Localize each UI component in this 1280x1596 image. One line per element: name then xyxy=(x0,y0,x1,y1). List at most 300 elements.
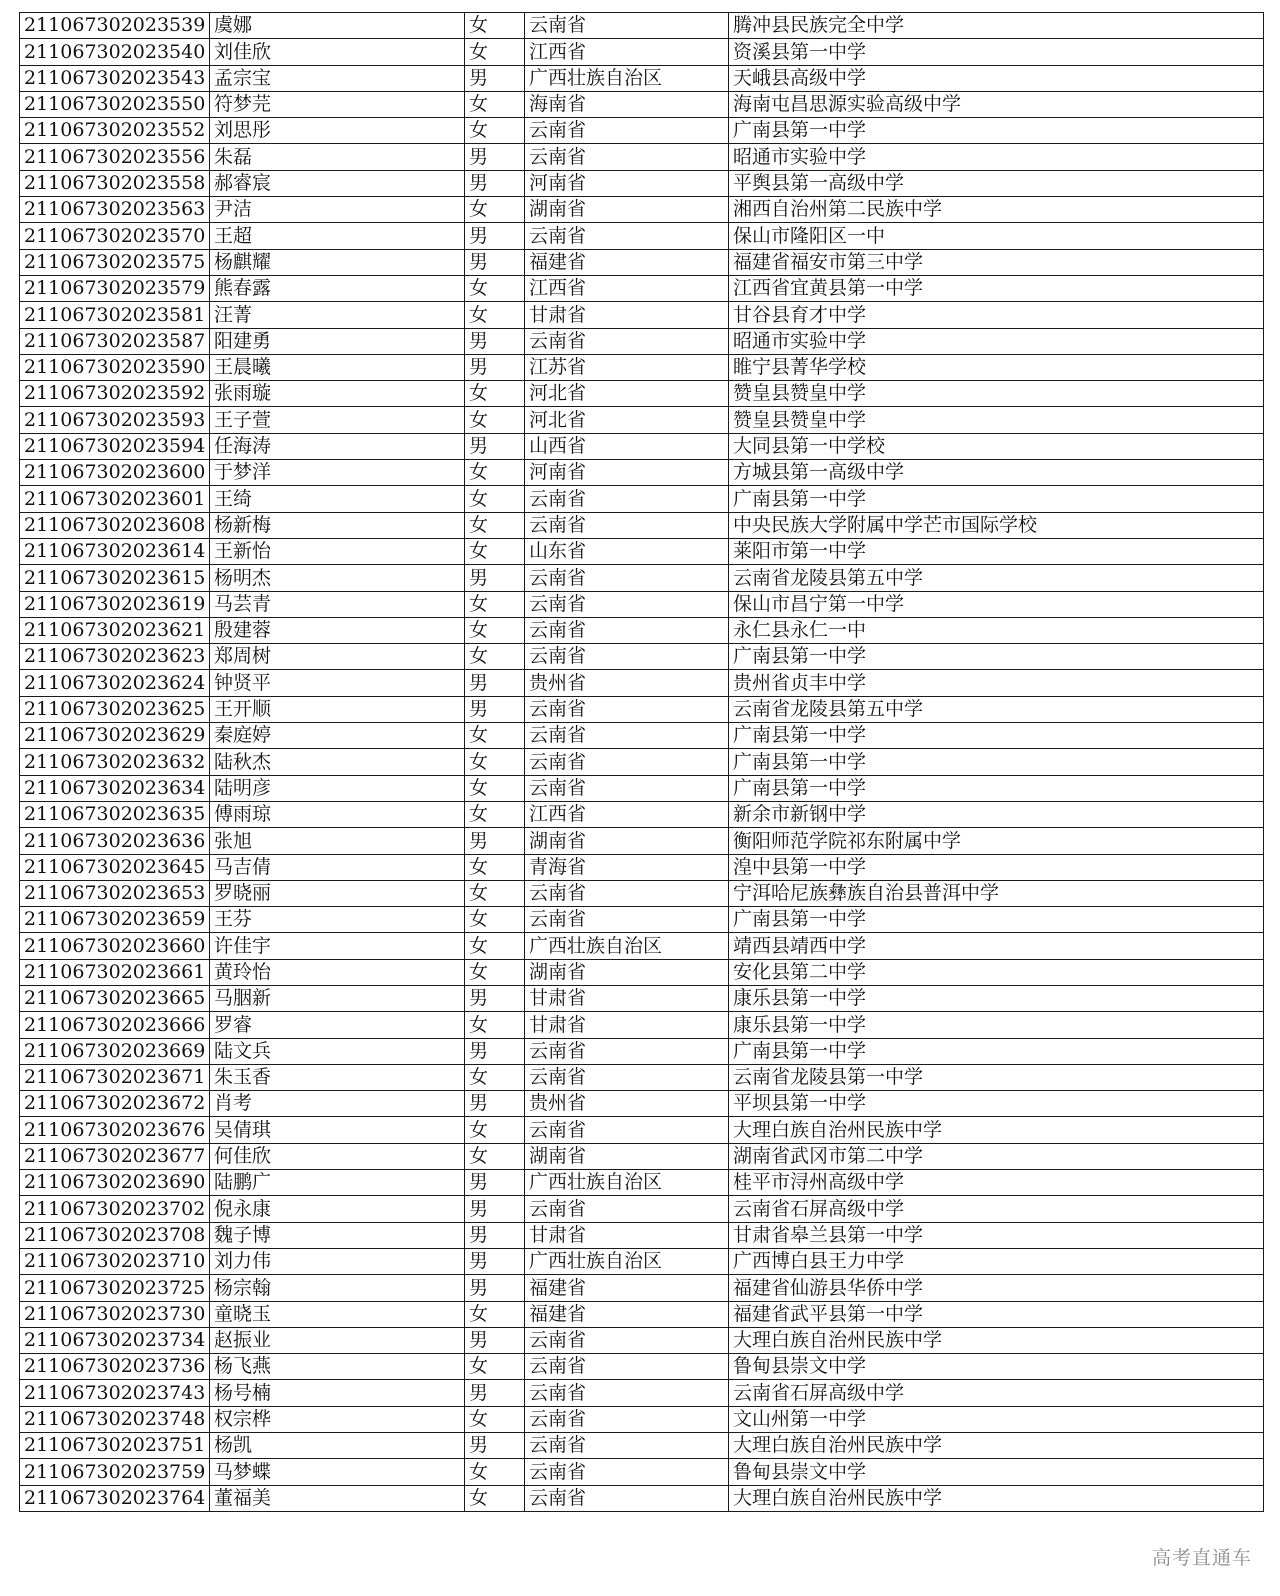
exam-id-cell: 211067302023600 xyxy=(20,460,210,486)
exam-id-cell: 211067302023743 xyxy=(20,1380,210,1406)
exam-id-cell: 211067302023621 xyxy=(20,617,210,643)
gender-cell: 男 xyxy=(465,696,525,722)
province-cell: 云南省 xyxy=(525,512,729,538)
exam-id-cell: 211067302023669 xyxy=(20,1038,210,1064)
school-cell: 安化县第二中学 xyxy=(729,959,1264,985)
name-cell: 杨新梅 xyxy=(210,512,465,538)
gender-cell: 女 xyxy=(465,644,525,670)
table-row xyxy=(20,696,1264,722)
name-cell: 罗睿 xyxy=(210,1012,465,1038)
school-cell: 赞皇县赞皇中学 xyxy=(729,407,1264,433)
school-cell: 保山市昌宁第一中学 xyxy=(729,591,1264,617)
name-cell: 魏子博 xyxy=(210,1222,465,1248)
gender-cell: 男 xyxy=(465,1091,525,1117)
gender-cell: 女 xyxy=(465,933,525,959)
gender-cell: 女 xyxy=(465,39,525,65)
gender-cell: 女 xyxy=(465,880,525,906)
exam-id-cell: 211067302023634 xyxy=(20,775,210,801)
school-cell: 甘肃省皋兰县第一中学 xyxy=(729,1222,1264,1248)
exam-id-cell: 211067302023636 xyxy=(20,828,210,854)
name-cell: 王芬 xyxy=(210,907,465,933)
name-cell: 张旭 xyxy=(210,828,465,854)
table-row xyxy=(20,1275,1264,1301)
gender-cell: 女 xyxy=(465,775,525,801)
school-cell: 鲁甸县崇文中学 xyxy=(729,1459,1264,1485)
table-row xyxy=(20,460,1264,486)
exam-id-cell: 211067302023592 xyxy=(20,381,210,407)
name-cell: 杨凯 xyxy=(210,1433,465,1459)
province-cell: 广西壮族自治区 xyxy=(525,1170,729,1196)
province-cell: 云南省 xyxy=(525,1196,729,1222)
exam-id-cell: 211067302023629 xyxy=(20,723,210,749)
name-cell: 马梦蝶 xyxy=(210,1459,465,1485)
gender-cell: 女 xyxy=(465,512,525,538)
table-row xyxy=(20,1433,1264,1459)
school-cell: 靖西县靖西中学 xyxy=(729,933,1264,959)
table-row xyxy=(20,1485,1264,1511)
name-cell: 于梦洋 xyxy=(210,460,465,486)
province-cell: 云南省 xyxy=(525,1354,729,1380)
name-cell: 马吉倩 xyxy=(210,854,465,880)
exam-id-cell: 211067302023748 xyxy=(20,1406,210,1432)
gender-cell: 女 xyxy=(465,1485,525,1511)
exam-id-cell: 211067302023653 xyxy=(20,880,210,906)
name-cell: 何佳欣 xyxy=(210,1143,465,1169)
province-cell: 甘肃省 xyxy=(525,302,729,328)
province-cell: 云南省 xyxy=(525,696,729,722)
gender-cell: 女 xyxy=(465,407,525,433)
gender-cell: 女 xyxy=(465,381,525,407)
school-cell: 文山州第一中学 xyxy=(729,1406,1264,1432)
province-cell: 云南省 xyxy=(525,565,729,591)
gender-cell: 男 xyxy=(465,670,525,696)
name-cell: 倪永康 xyxy=(210,1196,465,1222)
table-row xyxy=(20,933,1264,959)
exam-id-cell: 211067302023581 xyxy=(20,302,210,328)
exam-id-cell: 211067302023676 xyxy=(20,1117,210,1143)
table-row xyxy=(20,828,1264,854)
exam-id-cell: 211067302023666 xyxy=(20,1012,210,1038)
name-cell: 秦庭婷 xyxy=(210,723,465,749)
name-cell: 尹洁 xyxy=(210,197,465,223)
school-cell: 昭通市实验中学 xyxy=(729,328,1264,354)
gender-cell: 男 xyxy=(465,1327,525,1353)
table-row xyxy=(20,644,1264,670)
school-cell: 福建省仙游县华侨中学 xyxy=(729,1275,1264,1301)
exam-id-cell: 211067302023539 xyxy=(20,13,210,39)
exam-id-cell: 211067302023659 xyxy=(20,907,210,933)
name-cell: 陆明彦 xyxy=(210,775,465,801)
table-row xyxy=(20,1380,1264,1406)
exam-id-cell: 211067302023623 xyxy=(20,644,210,670)
province-cell: 山东省 xyxy=(525,538,729,564)
school-cell: 衡阳师范学院祁东附属中学 xyxy=(729,828,1264,854)
school-cell: 广南县第一中学 xyxy=(729,644,1264,670)
exam-id-cell: 211067302023734 xyxy=(20,1327,210,1353)
province-cell: 云南省 xyxy=(525,144,729,170)
name-cell: 刘佳欣 xyxy=(210,39,465,65)
gender-cell: 女 xyxy=(465,749,525,775)
gender-cell: 男 xyxy=(465,1170,525,1196)
exam-id-cell: 211067302023660 xyxy=(20,933,210,959)
name-cell: 王开顺 xyxy=(210,696,465,722)
exam-id-cell: 211067302023558 xyxy=(20,170,210,196)
province-cell: 湖南省 xyxy=(525,959,729,985)
name-cell: 刘思彤 xyxy=(210,118,465,144)
name-cell: 朱磊 xyxy=(210,144,465,170)
table-row xyxy=(20,1248,1264,1274)
table-row xyxy=(20,854,1264,880)
exam-id-cell: 211067302023702 xyxy=(20,1196,210,1222)
province-cell: 云南省 xyxy=(525,1117,729,1143)
table-row xyxy=(20,407,1264,433)
province-cell: 甘肃省 xyxy=(525,985,729,1011)
province-cell: 云南省 xyxy=(525,1406,729,1432)
gender-cell: 男 xyxy=(465,433,525,459)
name-cell: 杨飞燕 xyxy=(210,1354,465,1380)
name-cell: 杨明杰 xyxy=(210,565,465,591)
exam-id-cell: 211067302023593 xyxy=(20,407,210,433)
province-cell: 云南省 xyxy=(525,591,729,617)
school-cell: 康乐县第一中学 xyxy=(729,1012,1264,1038)
gender-cell: 女 xyxy=(465,275,525,301)
school-cell: 湘西自治州第二民族中学 xyxy=(729,197,1264,223)
name-cell: 杨号楠 xyxy=(210,1380,465,1406)
province-cell: 江苏省 xyxy=(525,354,729,380)
admission-list-table xyxy=(19,12,1264,1512)
name-cell: 肖考 xyxy=(210,1091,465,1117)
table-row xyxy=(20,1301,1264,1327)
gender-cell: 男 xyxy=(465,1222,525,1248)
table-row xyxy=(20,1170,1264,1196)
gender-cell: 女 xyxy=(465,801,525,827)
gender-cell: 女 xyxy=(465,13,525,39)
province-cell: 湖南省 xyxy=(525,828,729,854)
name-cell: 马芸青 xyxy=(210,591,465,617)
table-row xyxy=(20,565,1264,591)
school-cell: 资溪县第一中学 xyxy=(729,39,1264,65)
province-cell: 云南省 xyxy=(525,1485,729,1511)
province-cell: 云南省 xyxy=(525,617,729,643)
school-cell: 中央民族大学附属中学芒市国际学校 xyxy=(729,512,1264,538)
name-cell: 王新怡 xyxy=(210,538,465,564)
gender-cell: 男 xyxy=(465,828,525,854)
school-cell: 大同县第一中学校 xyxy=(729,433,1264,459)
table-row xyxy=(20,144,1264,170)
school-cell: 方城县第一高级中学 xyxy=(729,460,1264,486)
gender-cell: 女 xyxy=(465,959,525,985)
exam-id-cell: 211067302023624 xyxy=(20,670,210,696)
exam-id-cell: 211067302023677 xyxy=(20,1143,210,1169)
school-cell: 甘谷县育才中学 xyxy=(729,302,1264,328)
province-cell: 广西壮族自治区 xyxy=(525,1248,729,1274)
province-cell: 云南省 xyxy=(525,644,729,670)
province-cell: 海南省 xyxy=(525,91,729,117)
table-row xyxy=(20,617,1264,643)
name-cell: 虞娜 xyxy=(210,13,465,39)
table-row xyxy=(20,1038,1264,1064)
school-cell: 赞皇县赞皇中学 xyxy=(729,381,1264,407)
name-cell: 罗晓丽 xyxy=(210,880,465,906)
province-cell: 云南省 xyxy=(525,486,729,512)
name-cell: 阳建勇 xyxy=(210,328,465,354)
province-cell: 河北省 xyxy=(525,407,729,433)
name-cell: 钟贤平 xyxy=(210,670,465,696)
gender-cell: 女 xyxy=(465,302,525,328)
gender-cell: 男 xyxy=(465,144,525,170)
table-row xyxy=(20,328,1264,354)
name-cell: 赵振业 xyxy=(210,1327,465,1353)
exam-id-cell: 211067302023751 xyxy=(20,1433,210,1459)
exam-id-cell: 211067302023556 xyxy=(20,144,210,170)
province-cell: 福建省 xyxy=(525,1301,729,1327)
province-cell: 福建省 xyxy=(525,249,729,275)
table-row xyxy=(20,223,1264,249)
exam-id-cell: 211067302023672 xyxy=(20,1091,210,1117)
school-cell: 广南县第一中学 xyxy=(729,1038,1264,1064)
table-row xyxy=(20,91,1264,117)
name-cell: 王超 xyxy=(210,223,465,249)
exam-id-cell: 211067302023759 xyxy=(20,1459,210,1485)
table-row xyxy=(20,1222,1264,1248)
exam-id-cell: 211067302023619 xyxy=(20,591,210,617)
gender-cell: 男 xyxy=(465,354,525,380)
school-cell: 大理白族自治州民族中学 xyxy=(729,1485,1264,1511)
table-row xyxy=(20,197,1264,223)
province-cell: 云南省 xyxy=(525,1380,729,1406)
province-cell: 云南省 xyxy=(525,749,729,775)
school-cell: 广西博白县王力中学 xyxy=(729,1248,1264,1274)
school-cell: 福建省武平县第一中学 xyxy=(729,1301,1264,1327)
table-row xyxy=(20,1327,1264,1353)
name-cell: 陆文兵 xyxy=(210,1038,465,1064)
table-row xyxy=(20,1354,1264,1380)
province-cell: 云南省 xyxy=(525,880,729,906)
school-cell: 广南县第一中学 xyxy=(729,118,1264,144)
exam-id-cell: 211067302023615 xyxy=(20,565,210,591)
exam-id-cell: 211067302023645 xyxy=(20,854,210,880)
school-cell: 湟中县第一中学 xyxy=(729,854,1264,880)
exam-id-cell: 211067302023661 xyxy=(20,959,210,985)
province-cell: 河北省 xyxy=(525,381,729,407)
province-cell: 云南省 xyxy=(525,1038,729,1064)
table-row xyxy=(20,302,1264,328)
exam-id-cell: 211067302023632 xyxy=(20,749,210,775)
table-row xyxy=(20,118,1264,144)
table-row xyxy=(20,354,1264,380)
exam-id-cell: 211067302023594 xyxy=(20,433,210,459)
name-cell: 陆秋杰 xyxy=(210,749,465,775)
school-cell: 鲁甸县崇文中学 xyxy=(729,1354,1264,1380)
gender-cell: 女 xyxy=(465,723,525,749)
school-cell: 桂平市浔州高级中学 xyxy=(729,1170,1264,1196)
gender-cell: 男 xyxy=(465,65,525,91)
province-cell: 云南省 xyxy=(525,723,729,749)
province-cell: 贵州省 xyxy=(525,670,729,696)
school-cell: 云南省石屏高级中学 xyxy=(729,1196,1264,1222)
school-cell: 广南县第一中学 xyxy=(729,907,1264,933)
name-cell: 董福美 xyxy=(210,1485,465,1511)
table-row xyxy=(20,433,1264,459)
name-cell: 朱玉香 xyxy=(210,1064,465,1090)
exam-id-cell: 211067302023563 xyxy=(20,197,210,223)
school-cell: 贵州省贞丰中学 xyxy=(729,670,1264,696)
gender-cell: 女 xyxy=(465,1406,525,1432)
gender-cell: 男 xyxy=(465,328,525,354)
province-cell: 青海省 xyxy=(525,854,729,880)
table-row xyxy=(20,1406,1264,1432)
gender-cell: 女 xyxy=(465,1064,525,1090)
name-cell: 刘力伟 xyxy=(210,1248,465,1274)
school-cell: 云南省龙陵县第五中学 xyxy=(729,565,1264,591)
watermark-text: 高考直通车 xyxy=(1151,1547,1252,1569)
province-cell: 福建省 xyxy=(525,1275,729,1301)
name-cell: 郑周树 xyxy=(210,644,465,670)
exam-id-cell: 211067302023708 xyxy=(20,1222,210,1248)
school-cell: 广南县第一中学 xyxy=(729,723,1264,749)
school-cell: 广南县第一中学 xyxy=(729,486,1264,512)
province-cell: 河南省 xyxy=(525,460,729,486)
table-body xyxy=(20,13,1264,1512)
gender-cell: 女 xyxy=(465,118,525,144)
gender-cell: 男 xyxy=(465,985,525,1011)
gender-cell: 女 xyxy=(465,486,525,512)
school-cell: 康乐县第一中学 xyxy=(729,985,1264,1011)
table-row xyxy=(20,1091,1264,1117)
exam-id-cell: 211067302023625 xyxy=(20,696,210,722)
school-cell: 云南省龙陵县第一中学 xyxy=(729,1064,1264,1090)
school-cell: 湖南省武冈市第二中学 xyxy=(729,1143,1264,1169)
school-cell: 江西省宜黄县第一中学 xyxy=(729,275,1264,301)
exam-id-cell: 211067302023550 xyxy=(20,91,210,117)
gender-cell: 女 xyxy=(465,197,525,223)
gender-cell: 女 xyxy=(465,1459,525,1485)
school-cell: 福建省福安市第三中学 xyxy=(729,249,1264,275)
gender-cell: 女 xyxy=(465,617,525,643)
gender-cell: 女 xyxy=(465,1143,525,1169)
exam-id-cell: 211067302023665 xyxy=(20,985,210,1011)
table-row xyxy=(20,801,1264,827)
province-cell: 河南省 xyxy=(525,170,729,196)
province-cell: 江西省 xyxy=(525,275,729,301)
school-cell: 睢宁县菁华学校 xyxy=(729,354,1264,380)
table-row xyxy=(20,170,1264,196)
name-cell: 王子萱 xyxy=(210,407,465,433)
table-row xyxy=(20,775,1264,801)
name-cell: 任海涛 xyxy=(210,433,465,459)
gender-cell: 男 xyxy=(465,565,525,591)
gender-cell: 女 xyxy=(465,538,525,564)
gender-cell: 女 xyxy=(465,854,525,880)
table-row xyxy=(20,65,1264,91)
exam-id-cell: 211067302023764 xyxy=(20,1485,210,1511)
table-row xyxy=(20,486,1264,512)
name-cell: 杨宗翰 xyxy=(210,1275,465,1301)
gender-cell: 男 xyxy=(465,223,525,249)
gender-cell: 男 xyxy=(465,1433,525,1459)
gender-cell: 男 xyxy=(465,1275,525,1301)
province-cell: 湖南省 xyxy=(525,197,729,223)
table-row xyxy=(20,985,1264,1011)
school-cell: 保山市隆阳区一中 xyxy=(729,223,1264,249)
gender-cell: 男 xyxy=(465,1380,525,1406)
province-cell: 甘肃省 xyxy=(525,1012,729,1038)
province-cell: 云南省 xyxy=(525,13,729,39)
table-row xyxy=(20,249,1264,275)
table-row xyxy=(20,1064,1264,1090)
school-cell: 大理白族自治州民族中学 xyxy=(729,1117,1264,1143)
table-row xyxy=(20,723,1264,749)
exam-id-cell: 211067302023608 xyxy=(20,512,210,538)
gender-cell: 男 xyxy=(465,1196,525,1222)
table-row xyxy=(20,1117,1264,1143)
school-cell: 大理白族自治州民族中学 xyxy=(729,1327,1264,1353)
province-cell: 广西壮族自治区 xyxy=(525,933,729,959)
name-cell: 符梦芫 xyxy=(210,91,465,117)
province-cell: 云南省 xyxy=(525,775,729,801)
school-cell: 昭通市实验中学 xyxy=(729,144,1264,170)
school-cell: 天峨县高级中学 xyxy=(729,65,1264,91)
table-row xyxy=(20,275,1264,301)
province-cell: 云南省 xyxy=(525,907,729,933)
name-cell: 马胭新 xyxy=(210,985,465,1011)
table-row xyxy=(20,1459,1264,1485)
table-row xyxy=(20,1143,1264,1169)
exam-id-cell: 211067302023540 xyxy=(20,39,210,65)
exam-id-cell: 211067302023710 xyxy=(20,1248,210,1274)
province-cell: 云南省 xyxy=(525,1459,729,1485)
exam-id-cell: 211067302023552 xyxy=(20,118,210,144)
province-cell: 湖南省 xyxy=(525,1143,729,1169)
name-cell: 张雨璇 xyxy=(210,381,465,407)
school-cell: 腾冲县民族完全中学 xyxy=(729,13,1264,39)
name-cell: 陆鹏广 xyxy=(210,1170,465,1196)
name-cell: 王晨曦 xyxy=(210,354,465,380)
exam-id-cell: 211067302023575 xyxy=(20,249,210,275)
province-cell: 广西壮族自治区 xyxy=(525,65,729,91)
gender-cell: 女 xyxy=(465,91,525,117)
table-row xyxy=(20,1196,1264,1222)
table-row xyxy=(20,907,1264,933)
gender-cell: 女 xyxy=(465,1354,525,1380)
name-cell: 杨麒耀 xyxy=(210,249,465,275)
gender-cell: 男 xyxy=(465,249,525,275)
province-cell: 云南省 xyxy=(525,223,729,249)
province-cell: 贵州省 xyxy=(525,1091,729,1117)
school-cell: 平坝县第一中学 xyxy=(729,1091,1264,1117)
name-cell: 傅雨琼 xyxy=(210,801,465,827)
name-cell: 权宗桦 xyxy=(210,1406,465,1432)
exam-id-cell: 211067302023671 xyxy=(20,1064,210,1090)
school-cell: 永仁县永仁一中 xyxy=(729,617,1264,643)
table-row xyxy=(20,880,1264,906)
name-cell: 熊春露 xyxy=(210,275,465,301)
table-row xyxy=(20,39,1264,65)
school-cell: 宁洱哈尼族彝族自治县普洱中学 xyxy=(729,880,1264,906)
name-cell: 殷建蓉 xyxy=(210,617,465,643)
school-cell: 莱阳市第一中学 xyxy=(729,538,1264,564)
school-cell: 广南县第一中学 xyxy=(729,749,1264,775)
gender-cell: 男 xyxy=(465,1248,525,1274)
table-row xyxy=(20,538,1264,564)
school-cell: 海南屯昌思源实验高级中学 xyxy=(729,91,1264,117)
table-row xyxy=(20,1012,1264,1038)
gender-cell: 女 xyxy=(465,460,525,486)
exam-id-cell: 211067302023730 xyxy=(20,1301,210,1327)
gender-cell: 男 xyxy=(465,170,525,196)
province-cell: 山西省 xyxy=(525,433,729,459)
school-cell: 广南县第一中学 xyxy=(729,775,1264,801)
